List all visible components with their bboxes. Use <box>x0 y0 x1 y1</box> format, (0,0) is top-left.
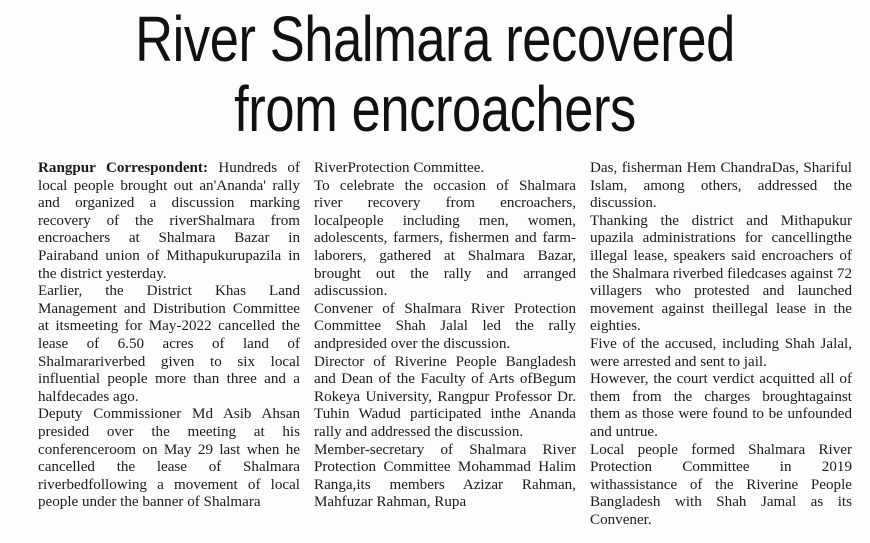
paragraph: Earlier, the District Khas Land Management and Distribution Committee at itsmeeting for May-2022 cancelled the lease of 6.50 acres of land of Shalmarariverbed given to six local influential people more than three and a halfdecades ago. <box>38 283 300 405</box>
column-2 <box>314 160 576 529</box>
byline: Rangpur Correspondent: <box>38 160 208 176</box>
paragraph: Director of Riverine People Bangladesh and Dean of the Faculty of Arts ofBegum Rokeya University, Rangpur Professor Dr. Tuhin Wadud participated inthe Ananda rally and addressed the discussion. <box>314 353 576 440</box>
column-3 <box>590 160 852 529</box>
article-body <box>38 160 852 529</box>
paragraph: Thanking the district and Mithapukur upazila administrations for cancellingthe illegal lease, speakers said encroachers of the Shalmara riverbed filedcases against 72 villagers who protested and launched movement against theillegal lease in the eighties. <box>590 212 852 335</box>
paragraph: Deputy Commissioner Md Asib Ahsan presided over the meeting at his conferenceroom on May 29 last when he cancelled the lease of Shalmara riverbedfollowing a movement of local people under the banner of Shalmara <box>38 406 300 511</box>
column-1 <box>38 160 300 529</box>
paragraph: Das, fisherman Hem ChandraDas, Shariful Islam, among others, addressed the discussion. <box>590 160 852 212</box>
paragraph <box>38 160 300 283</box>
paragraph: Five of the accused, including Shah Jalal, were arrested and sent to jail. <box>590 335 852 370</box>
paragraph: Member-secretary of Shalmara River Protection Committee Mohammad Halim Ranga,its members Azizar Rahman, Mahfuzar Rahman, Rupa <box>314 441 576 511</box>
paragraph: However, the court verdict acquitted all of them from the charges broughtagainst them as those were found to be unfounded and untrue. <box>590 371 852 440</box>
paragraph: Local people formed Shalmara River Protection Committee in 2019 withassistance of the Riverine People Bangladesh with Shah Jamal as its Convener. <box>590 441 852 528</box>
paragraph: Convener of Shalmara River Protection Committee Shah Jalal led the rally andpresided over the discussion. <box>314 300 576 352</box>
paragraph-text: Hundreds of local people brought out an'Ananda' rally and organized a discussion marking recovery of the riverShalmara from encroachers at Shalmara Bazar in Pairaband union of Mithapukurupazila in the district yesterday. <box>38 160 300 282</box>
headline: River Shalmara recovered from encroachers <box>135 3 735 145</box>
paragraph: RiverProtection Committee. <box>314 160 485 176</box>
paragraph: To celebrate the occasion of Shalmara river recovery from encroachers, localpeople including men, women, adolescents, farmers, fishermen and farm-laborers, gathered at Shalmara Bazar, brought out the rally and arranged adiscussion. <box>314 177 576 300</box>
